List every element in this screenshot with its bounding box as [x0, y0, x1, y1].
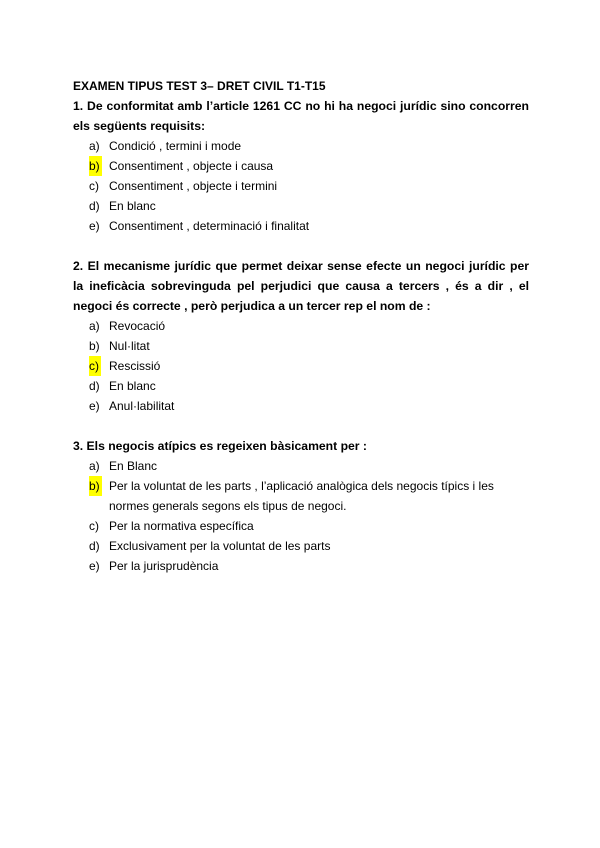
question-text: 2. El mecanisme jurídic que permet deixar sense efecte un negoci jurídic per la ineficàcia sobrevinguda pel perjudici que causa a tercers , és a dir , el negoci és correcte , però perjudica a un tercer rep el nom de : — [73, 259, 529, 313]
option-text: Per la normativa específica — [109, 519, 254, 533]
spacer — [73, 236, 529, 256]
option-c[interactable] — [73, 176, 529, 196]
option-e[interactable] — [73, 396, 529, 416]
option-letter: c) — [89, 179, 99, 193]
option-text: En blanc — [109, 379, 156, 393]
option-letter-highlighted: c) — [89, 356, 101, 376]
option-b[interactable] — [73, 336, 529, 356]
option-letter: d) — [89, 199, 100, 213]
option-text: Consentiment , determinació i finalitat — [109, 219, 310, 233]
option-text: Per la jurisprudència — [109, 559, 219, 573]
option-letter: e) — [89, 559, 100, 573]
option-b[interactable] — [73, 156, 529, 176]
question-text: 1. De conformitat amb l’article 1261 CC no hi ha negoci jurídic sino concorren els següents requisits: — [73, 99, 529, 133]
answer-options — [73, 456, 529, 576]
option-text: En blanc — [109, 199, 156, 213]
option-letter: a) — [89, 459, 100, 473]
question-1 — [73, 96, 529, 236]
option-letter: a) — [89, 139, 100, 153]
option-c[interactable] — [73, 356, 529, 376]
option-d[interactable] — [73, 536, 529, 556]
option-text: Nul·litat — [109, 339, 150, 353]
option-text: Rescissió — [109, 359, 161, 373]
option-letter: d) — [89, 379, 100, 393]
option-e[interactable] — [73, 556, 529, 576]
option-letter-highlighted: b) — [89, 156, 102, 176]
exam-page — [73, 76, 529, 576]
option-a[interactable] — [73, 136, 529, 156]
answer-options — [73, 316, 529, 416]
option-d[interactable] — [73, 376, 529, 396]
question-2 — [73, 256, 529, 416]
option-letter: e) — [89, 219, 100, 233]
option-e[interactable] — [73, 216, 529, 236]
option-letter: c) — [89, 519, 99, 533]
option-letter-highlighted: b) — [89, 476, 102, 496]
option-letter: d) — [89, 539, 100, 553]
option-letter: a) — [89, 319, 100, 333]
option-text: Exclusivament per la voluntat de les parts — [109, 539, 331, 553]
option-d[interactable] — [73, 196, 529, 216]
option-text: Anul·labilitat — [109, 399, 175, 413]
question-3 — [73, 436, 529, 576]
option-a[interactable] — [73, 456, 529, 476]
option-letter: b) — [89, 339, 100, 353]
option-text: Consentiment , objecte i causa — [109, 159, 274, 173]
question-text: 3. Els negocis atípics es regeixen bàsicament per : — [73, 439, 367, 453]
option-text: En Blanc — [109, 459, 158, 473]
option-letter: e) — [89, 399, 100, 413]
option-b[interactable] — [73, 476, 529, 516]
option-c[interactable] — [73, 516, 529, 536]
exam-title: EXAMEN TIPUS TEST 3– DRET CIVIL T1-T15 — [73, 79, 326, 93]
option-text: Revocació — [109, 319, 166, 333]
answer-options — [73, 136, 529, 236]
option-text: Consentiment , objecte i termini — [109, 179, 278, 193]
spacer — [73, 416, 529, 436]
option-text: Condició , termini i mode — [109, 139, 242, 153]
option-text: Per la voluntat de les parts , l’aplicació analògica dels negocis típics i les normes generals segons els tipus de negoci. — [109, 479, 494, 513]
option-a[interactable] — [73, 316, 529, 336]
